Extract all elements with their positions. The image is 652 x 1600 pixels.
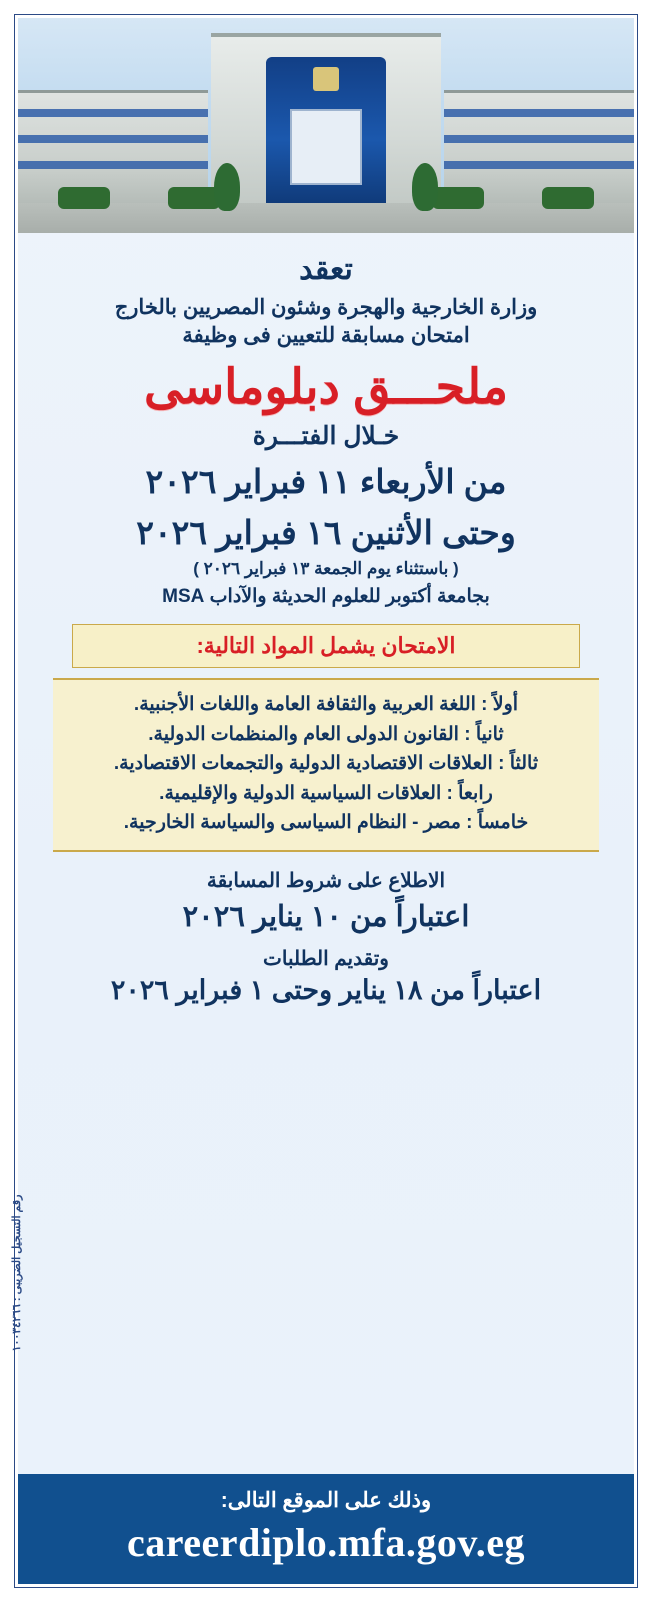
ad-inner bbox=[11, 18, 634, 1584]
facade-stripe bbox=[18, 161, 208, 169]
date-exception: ( باستثناء يوم الجمعة ١٣ فبراير ٢٠٢٦ ) bbox=[193, 559, 459, 579]
hedge bbox=[168, 187, 220, 209]
hedge bbox=[542, 187, 594, 209]
view-conditions-date: اعتباراً من ١٠ يناير ٢٠٢٦ bbox=[182, 900, 470, 933]
exam-purpose: امتحان مسابقة للتعيين فى وظيفة bbox=[182, 323, 470, 347]
national-emblem-icon bbox=[313, 67, 339, 91]
subject-item: رابعاً : العلاقات السياسية الدولية والإقليمية. bbox=[159, 782, 493, 804]
facade-stripe bbox=[18, 109, 208, 117]
website-label: وذلك على الموقع التالى: bbox=[220, 1489, 432, 1512]
facade-stripe bbox=[444, 109, 634, 117]
date-from: من الأربعاء ١١ فبراير ٢٠٢٦ bbox=[145, 462, 507, 500]
facade-stripe bbox=[18, 135, 208, 143]
tree bbox=[214, 163, 240, 211]
website-footer bbox=[18, 1474, 634, 1584]
period-label: خـلال الفتـــرة bbox=[252, 421, 400, 450]
subject-item: ثانياً : القانون الدولى العام والمنظمات الدولية. bbox=[148, 723, 504, 745]
subject-item: خامساً : مصر - النظام السياسى والسياسة الخارجية. bbox=[123, 812, 529, 834]
tax-registration-note: رقم التسجيل الضريبى : ١٠٠٣٤٢٦٦ bbox=[11, 1194, 23, 1352]
subjects-list bbox=[53, 678, 599, 851]
subject-item: أولاً : اللغة العربية والثقافة العامة واللغات الأجنبية. bbox=[133, 694, 519, 716]
hedge bbox=[432, 187, 484, 209]
applications-label: وتقديم الطلبات bbox=[263, 947, 389, 970]
facade-stripe bbox=[444, 135, 634, 143]
applications-date: اعتباراً من ١٨ يناير وحتى ١ فبراير ٢٠٢٦ bbox=[110, 974, 542, 1005]
subject-item: ثالثاً : العلاقات الاقتصادية الدولية والتجمعات الاقتصادية. bbox=[113, 753, 539, 775]
ad-body bbox=[11, 233, 634, 1474]
facade-stripe bbox=[444, 161, 634, 169]
venue: بجامعة أكتوبر للعلوم الحديثة والآداب MSA bbox=[162, 586, 490, 608]
date-to: وحتى الأثنين ١٦ فبراير ٢٠٢٦ bbox=[136, 514, 516, 552]
job-title: ملحـــق دبلوماسى bbox=[143, 361, 509, 415]
view-conditions-label: الاطلاع على شروط المسابقة bbox=[206, 869, 446, 892]
hedge bbox=[58, 187, 110, 209]
main-entrance-portal bbox=[266, 57, 386, 207]
website-url[interactable]: careerdiplo.mfa.gov.eg bbox=[127, 1520, 525, 1565]
ministry-building-photo bbox=[18, 18, 634, 233]
subjects-heading: الامتحان يشمل المواد التالية: bbox=[72, 624, 579, 668]
announce-verb: تعقد bbox=[299, 253, 353, 286]
ministry-name: وزارة الخارجية والهجرة وشئون المصريين بالخارج bbox=[114, 295, 538, 319]
tree bbox=[412, 163, 438, 211]
forecourt-ground bbox=[18, 203, 634, 233]
